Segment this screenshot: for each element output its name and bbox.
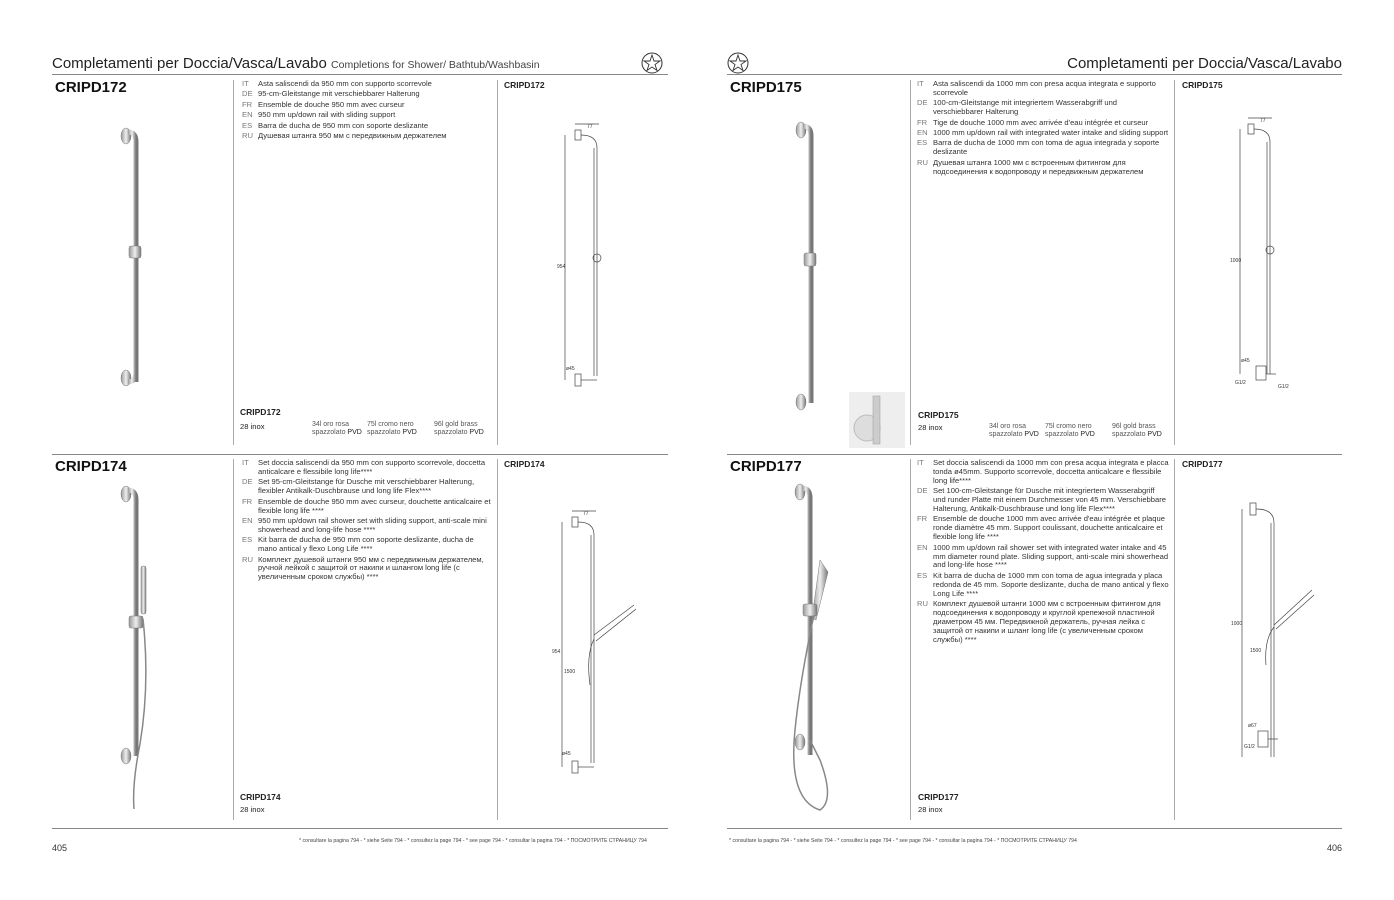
desc-row-ru: RU Комплект душевой штанги 950 мм с передвижным держателем, ручной лейкой с защитой от накипи и шлангом long life (с увеличенным сроком службы) ****: [242, 554, 484, 582]
footer-note-right: * consultare la pagina 794 - * siehe Seite 794 - * consultez la page 794 - * see page 794 - * consultar la pagina 794 - * ПОСМОТРИТЕ СТРАНИЦУ 794: [729, 838, 1077, 844]
column-divider: [1174, 459, 1175, 820]
column-divider: [1174, 80, 1175, 445]
desc-row-de: DE Set 100-cm-Gleitstange für Dusche mit integriertem Wasserabgriff und runder Platte mit einem Durchmesser von 45 mm. Verschiebbare Halterung, Antikalk-Duschbrause und long life Flex****: [917, 486, 1166, 514]
desc-row-ru: RU Душевая штанга 1000 мм с встроенным фитингом для подсоединения к водопроводу и передвижным держателем: [917, 157, 1144, 176]
product-code-small: CRIPD177: [918, 792, 959, 802]
drawing-code: CRIPD174: [504, 459, 545, 469]
product-code: CRIPD172: [55, 79, 127, 96]
description-block: [917, 459, 1169, 646]
left-subtitle-text: Completions for Shower/ Bathtub/Washbasin: [331, 59, 540, 71]
column-divider: [497, 80, 498, 445]
finish-oro-rosa: 34l oro rosa spazzolato PVD: [989, 423, 1039, 438]
desc-row-en: EN 1000 mm up/down rail shower set with integrated water intake and 45 mm diameter round plate. Sliding support, anti-scale mini showerhead and long-life hose ****: [917, 542, 1169, 570]
detail-photo-icon: [849, 392, 905, 448]
dim-dia-label: ø45: [562, 751, 571, 757]
dim-hose-label: 1500: [1250, 648, 1262, 654]
dim-height-label: 1000: [1231, 621, 1243, 627]
right-footer-rule: [727, 828, 1342, 829]
column-divider: [910, 459, 911, 820]
finish-inox: 28 inox: [918, 805, 943, 814]
detail-photo: [849, 392, 905, 448]
column-divider: [910, 80, 911, 445]
dim-height-label: 954: [557, 264, 566, 270]
page-number-left: 405: [52, 843, 68, 853]
desc-row-it: IT Set doccia saliscendi da 1000 mm con presa acqua integrata e placca tonda ø45mm. Supporto scorrevole, doccetta anticalcare e flessibile long life****: [917, 458, 1169, 485]
product-code: CRIPD177: [730, 458, 802, 475]
dim-top-label: 77: [583, 511, 589, 517]
dim-hose-label: 1500: [564, 669, 576, 675]
drawing-code: CRIPD175: [1182, 80, 1223, 90]
desc-row-ru: RU Душевая штанга 950 мм с передвижным держателем: [242, 131, 447, 141]
desc-row-es: ES Kit barra de ducha de 1000 mm con toma de agua integrada y placa redonda de 45 mm. Soporte deslizante, ducha de mano antical y flexo Long Life ****: [917, 570, 1169, 598]
technical-drawing: [1228, 495, 1318, 765]
dim-top-label: 77: [587, 124, 593, 130]
product-photo-rail: [110, 120, 150, 400]
left-footer-rule: [52, 828, 668, 829]
finish-cromo-nero: 75l cromo nero spazzolato PVD: [1045, 423, 1095, 438]
left-title-text: Completamenti per Doccia/Vasca/Lavabo: [52, 55, 327, 72]
finish-oro-rosa: 34l oro rosa spazzolato PVD: [312, 421, 362, 436]
dim-thread-label: G1/2: [1235, 380, 1246, 386]
product-code-small: CRIPD175: [918, 410, 959, 420]
finish-gold-brass: 96l gold brass spazzolato PVD: [434, 421, 484, 436]
product-code-small: CRIPD172: [240, 407, 281, 417]
right-page-title: Completamenti per Doccia/Vasca/Lavabo: [1067, 55, 1342, 72]
right-mid-rule: [727, 454, 1342, 455]
drawing-code: CRIPD177: [1182, 459, 1223, 469]
product-photo-shower-set: [110, 484, 160, 819]
product-code: CRIPD175: [730, 79, 802, 96]
dim-height-label: 954: [552, 649, 561, 655]
footer-note-left: * consultare la pagina 794 - * siehe Seite 794 - * consultez la page 794 - * see page 794 - * consultar la pagina 794 - * ПОСМОТРИТЕ СТРАНИЦУ 794: [299, 838, 647, 844]
product-photo-shower-set: [780, 480, 840, 815]
desc-row-fr: FR Ensemble de douche 950 mm avec curseur: [242, 99, 405, 109]
desc-row-it: IT Asta saliscendi da 1000 mm con presa acqua integrata e supporto scorrevole: [917, 79, 1156, 97]
dim-dia-label: ø45: [566, 366, 575, 372]
description-block: [242, 459, 494, 584]
desc-row-it: IT Set doccia saliscendi da 950 mm con supporto scorrevole, doccetta anticalcare e flessibile long life****: [242, 458, 486, 476]
desc-row-es: ES Kit barra de ducha de 950 mm con soporte deslizante, ducha de mano antical y flexo Long Life ****: [242, 535, 474, 554]
column-divider: [233, 459, 234, 820]
technical-drawing: [555, 118, 615, 398]
product-code: CRIPD174: [55, 458, 127, 475]
desc-row-fr: FR Tige de douche 1000 mm avec arrivée d'eau intégrée et curseur: [917, 117, 1149, 127]
column-divider: [497, 459, 498, 820]
dim-dia-label: ø67: [1248, 723, 1257, 729]
desc-row-fr: FR Ensemble de douche 950 mm avec curseur, douchette anticalcaire et flexible long life ****: [242, 496, 491, 515]
dim-thread-label: G1/2: [1244, 744, 1255, 750]
drawing-code: CRIPD172: [504, 80, 545, 90]
finish-inox: 28 inox: [240, 805, 265, 814]
dim-dia-label: ø45: [1241, 358, 1250, 364]
product-photo-rail: [785, 118, 825, 413]
page-number-right: 406: [1326, 843, 1342, 853]
finish-gold-brass: 96l gold brass spazzolato PVD: [1112, 423, 1162, 438]
desc-row-de: DE Set 95-cm-Gleitstange für Dusche mit verschiebbarer Halterung, flexibler Antikalk-Duschbrause und long life Flex****: [242, 477, 475, 496]
desc-row-es: ES Barra de ducha de 950 mm con soporte deslizante: [242, 120, 429, 130]
desc-row-de: DE 100-cm-Gleitstange mit integriertem Wasserabgriff und verschiebbarer Halterung: [917, 98, 1118, 117]
finish-cromo-nero: 75l cromo nero spazzolato PVD: [367, 421, 417, 436]
left-header-rule: [52, 74, 668, 75]
desc-row-en: EN 950 mm up/down rail shower set with sliding support, anti-scale mini showerhead and long-life hose ****: [242, 515, 487, 534]
desc-row-fr: FR Ensemble de douche 1000 mm avec arrivée d'eau intégrée et plaque ronde diamètre 45 mm. Support coulissant, douchette anticalcaire et flexible long life ****: [917, 514, 1165, 542]
finish-inox: 28 inox: [240, 422, 265, 431]
brand-logo-icon-right: [727, 52, 749, 74]
left-page-title: [52, 55, 540, 72]
dim-thread-label-2: G1/2: [1278, 384, 1289, 390]
finish-inox: 28 inox: [918, 423, 943, 432]
right-header-rule: [727, 74, 1342, 75]
desc-row-de: DE 95-cm-Gleitstange mit verschiebbarer Halterung: [242, 89, 420, 99]
dim-height-label: 1000: [1230, 258, 1242, 264]
product-code-small: CRIPD174: [240, 792, 281, 802]
description-block: [917, 80, 1169, 178]
technical-drawing: [1228, 112, 1298, 397]
brand-logo-icon: [641, 52, 663, 74]
desc-row-en: EN 950 mm up/down rail with sliding support: [242, 110, 396, 120]
desc-row-it: IT Asta saliscendi da 950 mm con supporto scorrevole: [242, 79, 432, 88]
desc-row-en: EN 1000 mm up/down rail with integrated water intake and sliding support: [917, 128, 1169, 138]
desc-row-es: ES Barra de ducha de 1000 mm con toma de agua integrada y soporte deslizante: [917, 138, 1160, 157]
desc-row-ru: RU Комплект душевой штанги 1000 мм с встроенным фитингом для подсоединения к водопроводу и круглой крепежной пластиной диаметром 45 мм. Передвижной держатель, ручная лейка с защитой от накипи и шланг long life (с увеличенным сроком службы) ****: [917, 599, 1161, 644]
column-divider: [233, 80, 234, 445]
left-mid-rule: [52, 454, 668, 455]
technical-drawing: [550, 505, 640, 780]
description-block: [242, 80, 492, 142]
dim-top-label: 77: [1260, 118, 1266, 124]
